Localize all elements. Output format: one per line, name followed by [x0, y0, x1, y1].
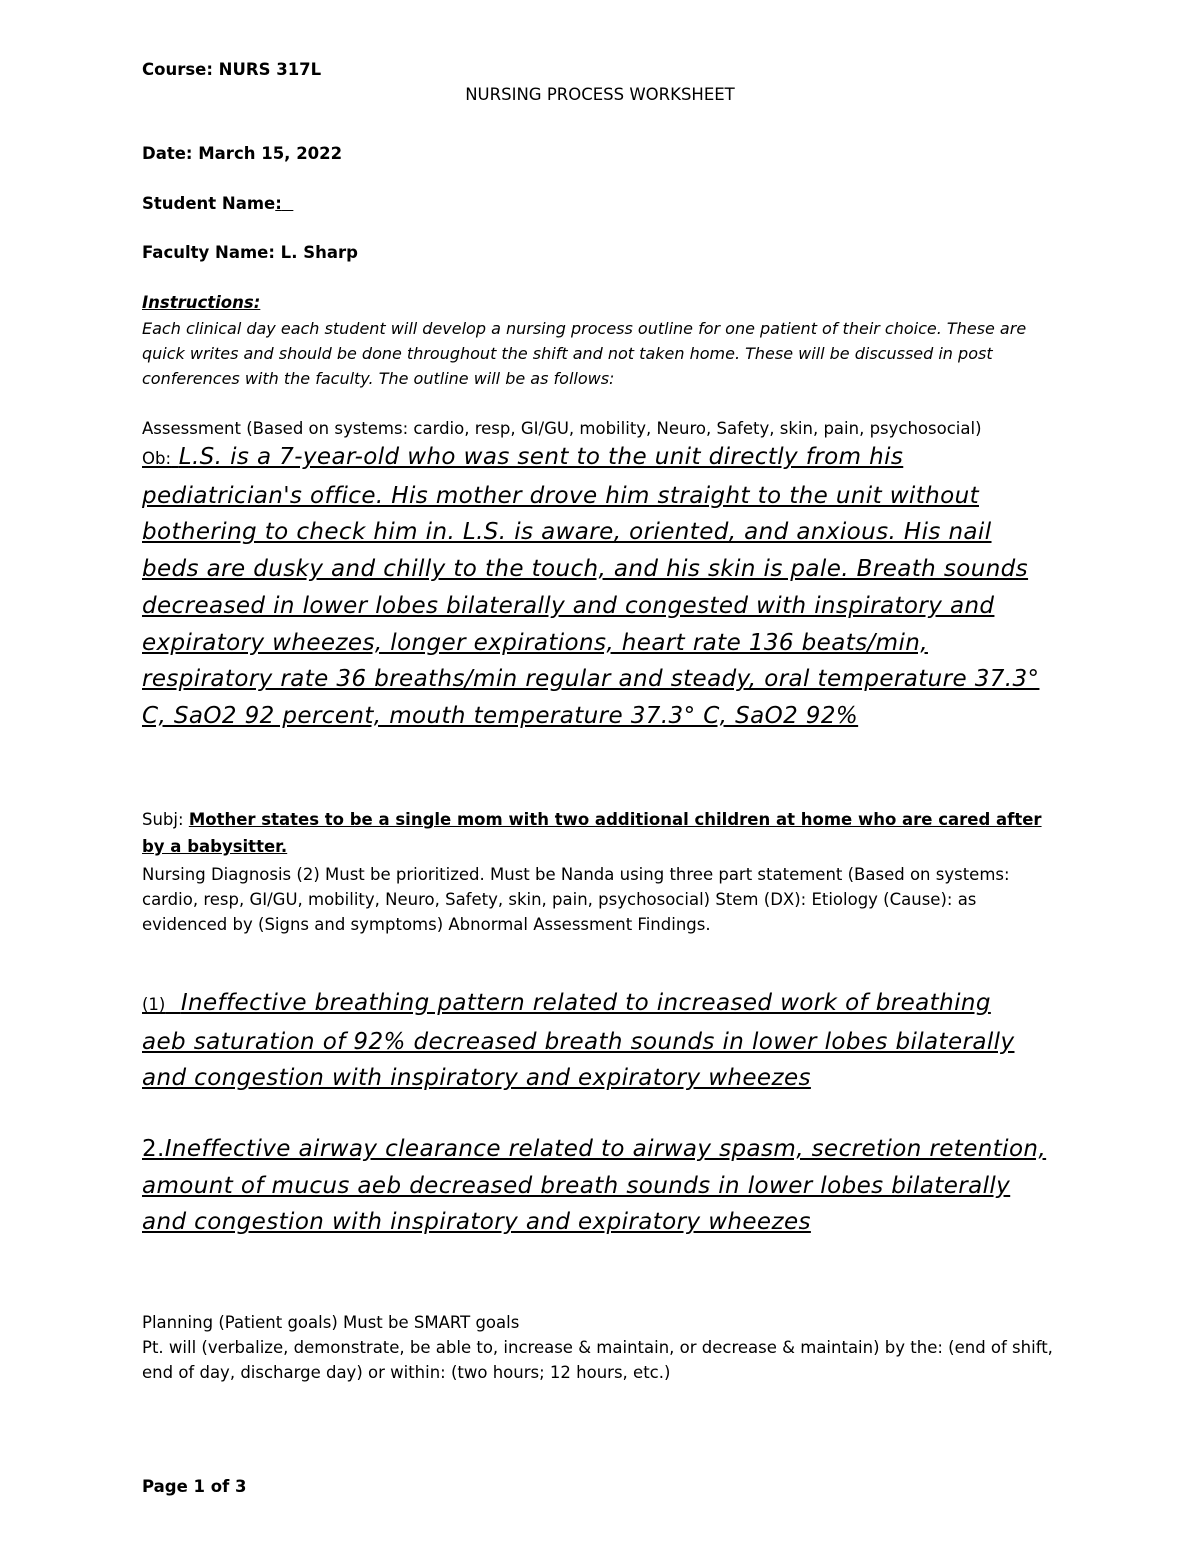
assessment-heading: Assessment (Based on systems: cardio, resp, GI/GU, mobility, Neuro, Safety, skin, pain, psychosocial)	[142, 419, 982, 438]
planning-heading: Planning (Patient goals) Must be SMART goals	[142, 1313, 520, 1332]
diagnosis-item-1	[142, 985, 1042, 1097]
diagnosis-item-2-number: 2.	[142, 1136, 165, 1162]
instructions-heading: Instructions:	[142, 293, 261, 312]
objective-text: L.S. is a 7-year-old who was sent to the unit directly from his pediatrician's office. His mother drove him straight to the unit without bothering to check him in. L.S. is aware, oriented, and anxious. His nail beds are dusky and chilly to the touch, and his skin is pale. Breath sounds decreased in lower lobes bilaterally and congested with inspiratory and expiratory wheezes, longer expirations, heart rate 136 beats/min, respiratory rate 36 breaths/min regular and steady, oral temperature 37.3° C, SaO2 92 percent, mouth temperature 37.3° C, SaO2 92%	[142, 444, 1040, 729]
student-name-blank: :	[275, 194, 282, 213]
subjective-assessment	[142, 806, 1042, 860]
page-number: Page 1 of 3	[142, 1477, 247, 1496]
diagnosis-item-2	[142, 1131, 1062, 1241]
diagnosis-item-1-text: Ineffective breathing pattern related to increased work of breathing aeb saturation of 92% decreased breath sounds in lower lobes bilaterally and congestion with inspiratory and expiratory wheezes	[142, 990, 1015, 1092]
instructions-body: Each clinical day each student will develop a nursing process outline for one patient of their choice. These are quick writes and should be done throughout the shift and not taken home. These will be discussed in post conferences with the faculty. The outline will be as follows:	[142, 319, 1027, 388]
course-label: Course: NURS 317L	[142, 60, 322, 79]
student-name-label: Student Name	[142, 194, 276, 213]
faculty-name-field: Faculty Name: L. Sharp	[142, 243, 358, 262]
subjective-text: Mother states to be a single mom with two additional children at home who are cared after by a babysitter.	[142, 810, 1042, 856]
worksheet-title: NURSING PROCESS WORKSHEET	[465, 85, 735, 104]
objective-assessment	[142, 439, 1042, 735]
diagnosis-item-2-text: Ineffective airway clearance related to airway spasm, secretion retention, amount of mucus aeb decreased breath sounds in lower lobes bilaterally and congestion with inspiratory and expiratory wheezes	[142, 1136, 1047, 1236]
diagnosis-heading: Nursing Diagnosis (2) Must be prioritized. Must be Nanda using three part statement (Based on systems: cardio, resp, GI/GU, mobility, Neuro, Safety, skin, pain, psychosocial) Stem (DX): Etiology (Cause): as evidenced by (Signs and symptoms) Abnormal Assessment Findings.	[142, 865, 1010, 934]
planning-body: Pt. will (verbalize, demonstrate, be able to, increase & maintain, or decrease & maintain) by the: (end of shift, end of day, discharge day) or within: (two hours; 12 hours, etc.)	[142, 1338, 1053, 1382]
student-name-field	[142, 191, 293, 216]
objective-label: Ob:	[142, 449, 172, 468]
subjective-label: Subj:	[142, 810, 184, 829]
diagnosis-item-1-number: (1)	[142, 995, 166, 1014]
date-field: Date: March 15, 2022	[142, 144, 343, 163]
